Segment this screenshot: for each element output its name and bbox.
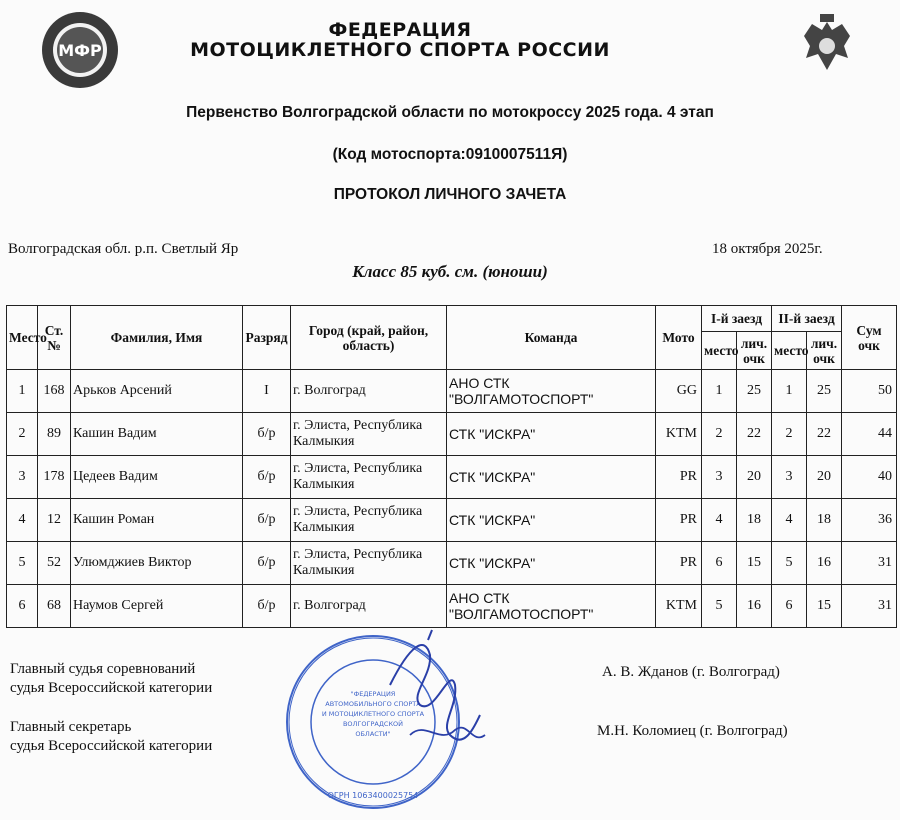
header-city: Город (край, район, область)	[291, 306, 447, 370]
cell-h2-place: 6	[772, 585, 807, 628]
cell-h2-points: 25	[807, 370, 842, 413]
federation-line-1: ФЕДЕРАЦИЯ	[328, 19, 472, 41]
cell-h1-points: 20	[737, 456, 772, 499]
cell-h1-points: 16	[737, 585, 772, 628]
header-heat2-place: место	[772, 332, 807, 370]
cell-h1-place: 5	[702, 585, 737, 628]
cell-moto: PR	[656, 456, 702, 499]
header-number: Ст. №	[38, 306, 71, 370]
cell-h2-points: 22	[807, 413, 842, 456]
cell-h2-place: 1	[772, 370, 807, 413]
header-moto: Мото	[656, 306, 702, 370]
cell-name: Цедеев Вадим	[71, 456, 243, 499]
header-name: Фамилия, Имя	[71, 306, 243, 370]
cell-sum: 31	[842, 542, 897, 585]
cell-h1-place: 2	[702, 413, 737, 456]
header-heat-2: II-й заезд	[772, 306, 842, 332]
cell-number: 52	[38, 542, 71, 585]
cell-place: 2	[7, 413, 38, 456]
cell-name: Кашин Роман	[71, 499, 243, 542]
event-class: Класс 85 куб. см. (юноши)	[352, 262, 548, 281]
cell-city: г. Элиста, Республика Калмыкия	[291, 499, 447, 542]
cell-team: СТК "ИСКРА"	[447, 499, 656, 542]
cell-h2-points: 15	[807, 585, 842, 628]
judge-name: А. В. Жданов (г. Волгоград)	[602, 664, 780, 680]
cell-h2-place: 5	[772, 542, 807, 585]
svg-text:ОГРН 1063400025754: ОГРН 1063400025754	[327, 791, 419, 800]
cell-city: г. Элиста, Республика Калмыкия	[291, 456, 447, 499]
cell-rank: I	[243, 370, 291, 413]
table-row	[7, 542, 897, 585]
results-table	[6, 305, 897, 628]
cell-h2-place: 4	[772, 499, 807, 542]
svg-text:АВТОМОБИЛЬНОГО СПОРТА: АВТОМОБИЛЬНОГО СПОРТА	[325, 700, 421, 708]
header-heat-1: I-й заезд	[702, 306, 772, 332]
event-date: 18 октября 2025г.	[712, 241, 823, 257]
cell-place: 1	[7, 370, 38, 413]
cell-name: Улюмджиев Виктор	[71, 542, 243, 585]
cell-moto: GG	[656, 370, 702, 413]
judge-title-line-1: Главный судья соревнований	[10, 661, 196, 677]
table-row	[7, 370, 897, 413]
svg-text:ВОЛГОГРАДСКОЙ: ВОЛГОГРАДСКОЙ	[342, 720, 404, 728]
header-sum: Сум очк	[842, 306, 897, 370]
svg-text:ОБЛАСТИ": ОБЛАСТИ"	[355, 730, 391, 738]
cell-sum: 36	[842, 499, 897, 542]
protocol-title: ПРОТОКОЛ ЛИЧНОГО ЗАЧЕТА	[333, 186, 567, 203]
secretary-name: М.Н. Коломиец (г. Волгоград)	[597, 723, 788, 739]
header-heat2-points: лич. очк	[807, 332, 842, 370]
table-row	[7, 585, 897, 628]
cell-number: 89	[38, 413, 71, 456]
header-rank: Разряд	[243, 306, 291, 370]
judge-title	[10, 660, 212, 698]
cell-h1-points: 15	[737, 542, 772, 585]
cell-place: 4	[7, 499, 38, 542]
table-row	[7, 413, 897, 456]
cell-sum: 40	[842, 456, 897, 499]
cell-team: СТК "ИСКРА"	[447, 413, 656, 456]
secretary-title-line-1: Главный секретарь	[10, 719, 132, 735]
header-heat1-points: лич. очк	[737, 332, 772, 370]
judge-title-line-2: судья Всероссийской категории	[10, 680, 213, 696]
mfr-logo	[40, 10, 120, 90]
cell-sum: 50	[842, 370, 897, 413]
cell-h1-points: 25	[737, 370, 772, 413]
svg-text:"ФЕДЕРАЦИЯ: "ФЕДЕРАЦИЯ	[350, 690, 396, 698]
cell-city: г. Волгоград	[291, 370, 447, 413]
cell-h1-place: 1	[702, 370, 737, 413]
cell-moto: PR	[656, 542, 702, 585]
cell-h2-points: 20	[807, 456, 842, 499]
header-team: Команда	[447, 306, 656, 370]
cell-team: СТК "ИСКРА"	[447, 456, 656, 499]
cell-place: 5	[7, 542, 38, 585]
cell-h1-points: 22	[737, 413, 772, 456]
secretary-title-line-2: судья Всероссийской категории	[10, 738, 213, 754]
cell-h1-points: 18	[737, 499, 772, 542]
cell-rank: б/р	[243, 542, 291, 585]
cell-name: Арьков Арсений	[71, 370, 243, 413]
header-place: Место	[7, 306, 38, 370]
cell-h2-place: 2	[772, 413, 807, 456]
cell-sum: 44	[842, 413, 897, 456]
cell-number: 178	[38, 456, 71, 499]
event-code: (Код мотоспорта:0910007511Я)	[332, 146, 568, 163]
cell-h2-points: 18	[807, 499, 842, 542]
cell-rank: б/р	[243, 413, 291, 456]
logo-text: МФР	[58, 41, 102, 60]
table-row	[7, 456, 897, 499]
cell-moto: PR	[656, 499, 702, 542]
cell-place: 6	[7, 585, 38, 628]
federation-title	[150, 20, 650, 60]
cell-number: 68	[38, 585, 71, 628]
signature	[380, 625, 490, 775]
cell-city: г. Элиста, Республика Калмыкия	[291, 413, 447, 456]
svg-text:И МОТОЦИКЛЕТНОГО СПОРТА: И МОТОЦИКЛЕТНОГО СПОРТА	[321, 710, 425, 718]
cell-city: г. Волгоград	[291, 585, 447, 628]
cell-rank: б/р	[243, 585, 291, 628]
cell-sum: 31	[842, 585, 897, 628]
federation-line-2: МОТОЦИКЛЕТНОГО СПОРТА РОССИИ	[190, 39, 610, 61]
cell-number: 168	[38, 370, 71, 413]
cell-h1-place: 4	[702, 499, 737, 542]
cell-city: г. Элиста, Республика Калмыкия	[291, 542, 447, 585]
cell-team: СТК "ИСКРА"	[447, 542, 656, 585]
cell-name: Кашин Вадим	[71, 413, 243, 456]
cell-h2-points: 16	[807, 542, 842, 585]
cell-h1-place: 6	[702, 542, 737, 585]
event-title: Первенство Волгоградской области по мотокроссу 2025 года. 4 этап	[186, 104, 714, 121]
cell-rank: б/р	[243, 456, 291, 499]
cell-team: АНО СТК "ВОЛГАМОТОСПОРТ"	[447, 585, 656, 628]
table-row	[7, 499, 897, 542]
cell-number: 12	[38, 499, 71, 542]
cell-h2-place: 3	[772, 456, 807, 499]
cell-place: 3	[7, 456, 38, 499]
cell-moto: KTM	[656, 585, 702, 628]
secretary-title	[10, 718, 212, 756]
cell-moto: KTM	[656, 413, 702, 456]
cell-name: Наумов Сергей	[71, 585, 243, 628]
cell-h1-place: 3	[702, 456, 737, 499]
cell-rank: б/р	[243, 499, 291, 542]
event-place: Волгоградская обл. р.п. Светлый Яр	[8, 241, 239, 257]
header-heat1-place: место	[702, 332, 737, 370]
russia-emblem-icon	[792, 10, 862, 80]
cell-team: АНО СТК "ВОЛГАМОТОСПОРТ"	[447, 370, 656, 413]
